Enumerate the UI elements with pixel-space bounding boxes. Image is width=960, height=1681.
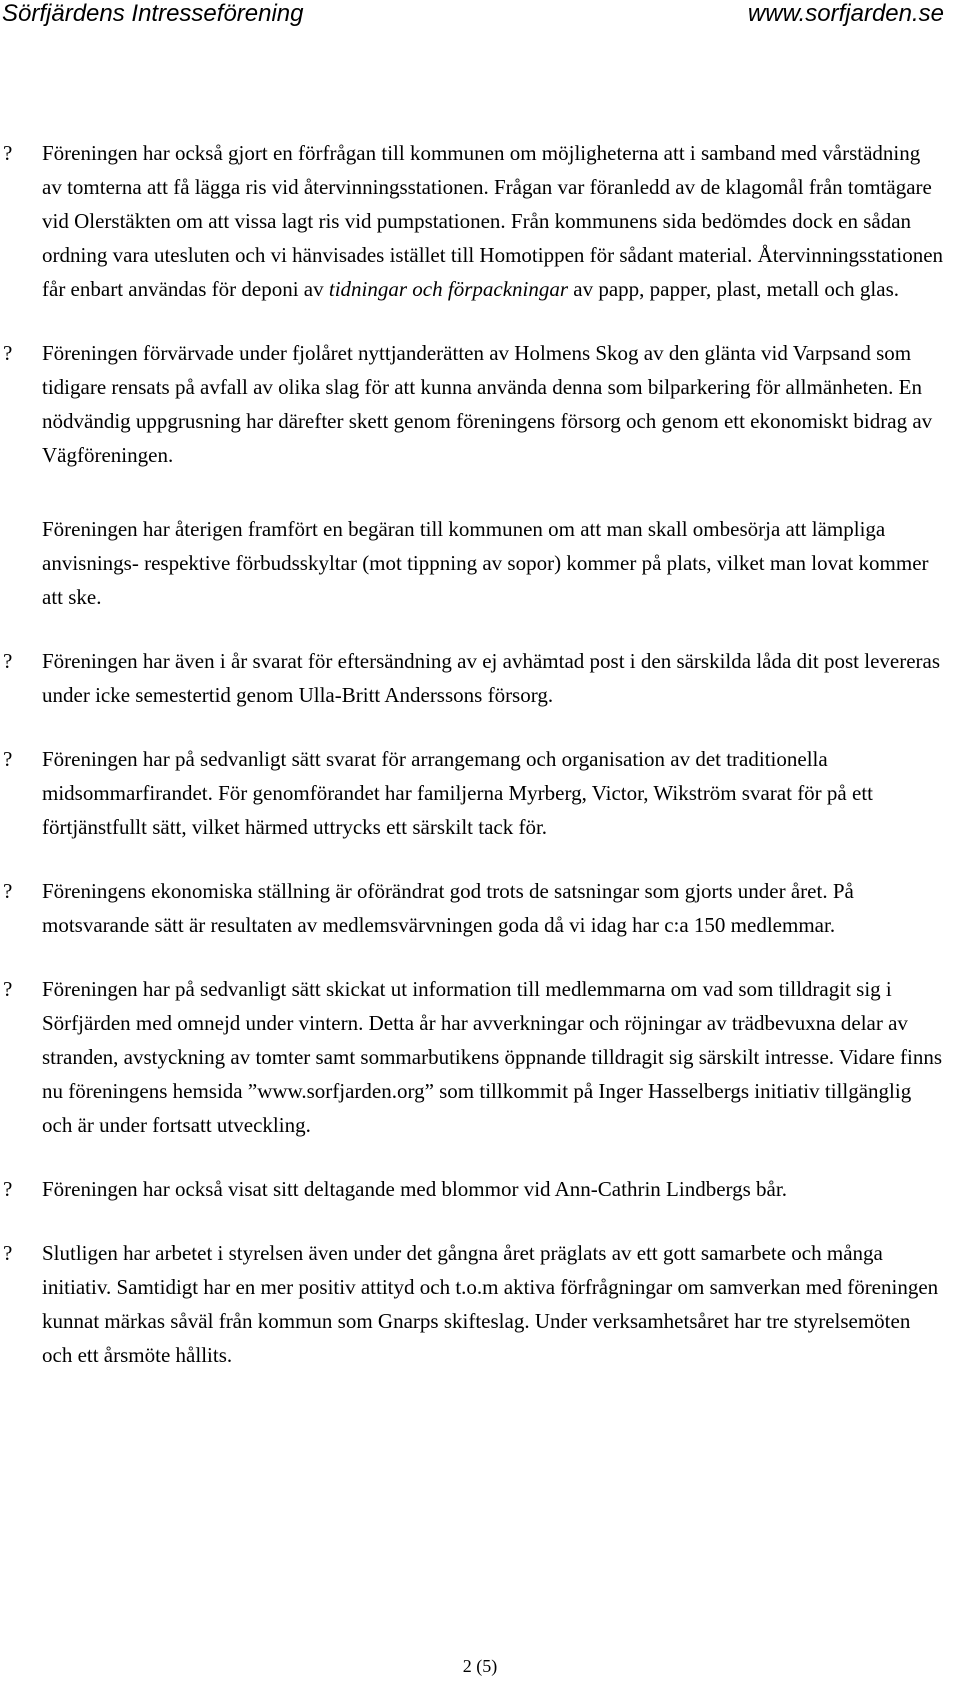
paragraph-text: Föreningen har på sedvanligt sätt svarat för arrangemang och organisation av det traditionella midsommarfirandet. För genomförandet har familjerna Myrberg, Victor, Wikström svarat för på ett förtjänstfullt sätt, vilket härmed uttrycks ett särskilt tack för.: [42, 747, 873, 839]
paragraph-flowers: [0, 1172, 945, 1206]
paragraph-parking: [0, 336, 945, 472]
paragraph-text: Föreningen har även i år svarat för eftersändning av ej avhämtad post i den särskilda låda dit post levereras under icke semestertid genom Ulla-Britt Anderssons försorg.: [42, 649, 941, 707]
bullet-marker: ?: [3, 1241, 13, 1265]
paragraph-text-part: Föreningen har också gjort en förfrågan till kommunen om möjligheterna att i samband med vårstädning av tomterna att få lägga ris vid återvinningsstationen. Frågan var föranledd av de klagomål från tomtägare vid Olerstäkten om att vissa lagt ris vid pumpstationen. Från kommunens sida bedömdes dock en sådan ordning vara utesluten och vi hänvisades istället till Homotippen för sådant material. Återvinningsstationen får enbart användas för deponi av: [42, 141, 944, 301]
page-header: [0, 0, 960, 30]
paragraph-text: Föreningen har på sedvanligt sätt skickat ut information till medlemmarna om vad som tilldragit sig i Sörfjärden med omnejd under vintern. Detta år har avverkningar och röjningar av trädbevuxna delar av stranden, avstyckning av tomter samt sommarbutikens öppnande tilldragit sig särskilt intresse. Vidare finns nu föreningens hemsida ”www.sorfjarden.org” som tillkommit på Inger Hasselbergs initiativ tillgänglig och är under fortsatt utveckling.: [42, 977, 943, 1137]
bullet-marker: ?: [3, 141, 13, 165]
paragraph-text: Föreningen förvärvade under fjolåret nyttjanderätten av Holmens Skog av den glänta vid Varpsand som tidigare rensats på avfall av olika slag för att kunna använda denna som bilparkering för allmänheten. En nödvändig uppgrusning har därefter skett genom föreningens försorg och genom ett ekonomiskt bidrag av Vägföreningen.: [42, 341, 933, 467]
paragraph-text-part: av papp, papper, plast, metall och glas.: [568, 277, 900, 301]
document-body: [0, 136, 945, 1402]
bullet-marker: ?: [3, 747, 13, 771]
paragraph-finances: [0, 874, 945, 942]
bullet-marker: ?: [3, 879, 13, 903]
paragraph-text: Föreningens ekonomiska ställning är oförändrat god trots de satsningar som gjorts under året. På motsvarande sätt är resultaten av medlemsvärvningen goda då vi idag har c:a 150 medlemmar.: [42, 879, 854, 937]
header-org-name: Sörfjärdens Intresseförening: [2, 0, 304, 27]
paragraph-recycling: [0, 136, 945, 306]
paragraph-text-italic: tidningar och förpackningar: [328, 277, 569, 301]
paragraph-board-work: [0, 1236, 945, 1372]
paragraph-information: [0, 972, 945, 1142]
bullet-marker: ?: [3, 977, 13, 1001]
bullet-marker: ?: [3, 341, 13, 365]
paragraph-text: Slutligen har arbetet i styrelsen även under det gångna året präglats av ett gott samarbete och många initiativ. Samtidigt har en mer positiv attityd och t.o.m aktiva förfrågningar om samverkan med föreningen kunnat märkas såväl från kommun som Gnarps skifteslag. Under verksamhetsåret har tre styrelsemöten och ett årsmöte hållits.: [42, 1241, 939, 1367]
header-website: www.sorfjarden.se: [747, 0, 944, 27]
paragraph-midsummer: [0, 742, 945, 844]
paragraph-text: Föreningen har återigen framfört en begäran till kommunen om att man skall ombesörja att lämpliga anvisnings- respektive förbudsskyltar (mot tippning av sopor) kommer på plats, vilket man lovat kommer att ske.: [42, 517, 929, 609]
bullet-marker: ?: [3, 649, 13, 673]
bullet-marker: ?: [3, 1177, 13, 1201]
paragraph-mail: [0, 644, 945, 712]
paragraph-text: [42, 136, 945, 306]
paragraph-text: Föreningen har också visat sitt deltagande med blommor vid Ann-Cathrin Lindbergs bår.: [42, 1177, 787, 1201]
page-number: 2 (5): [462, 1656, 498, 1676]
paragraph-signs: [0, 512, 945, 614]
